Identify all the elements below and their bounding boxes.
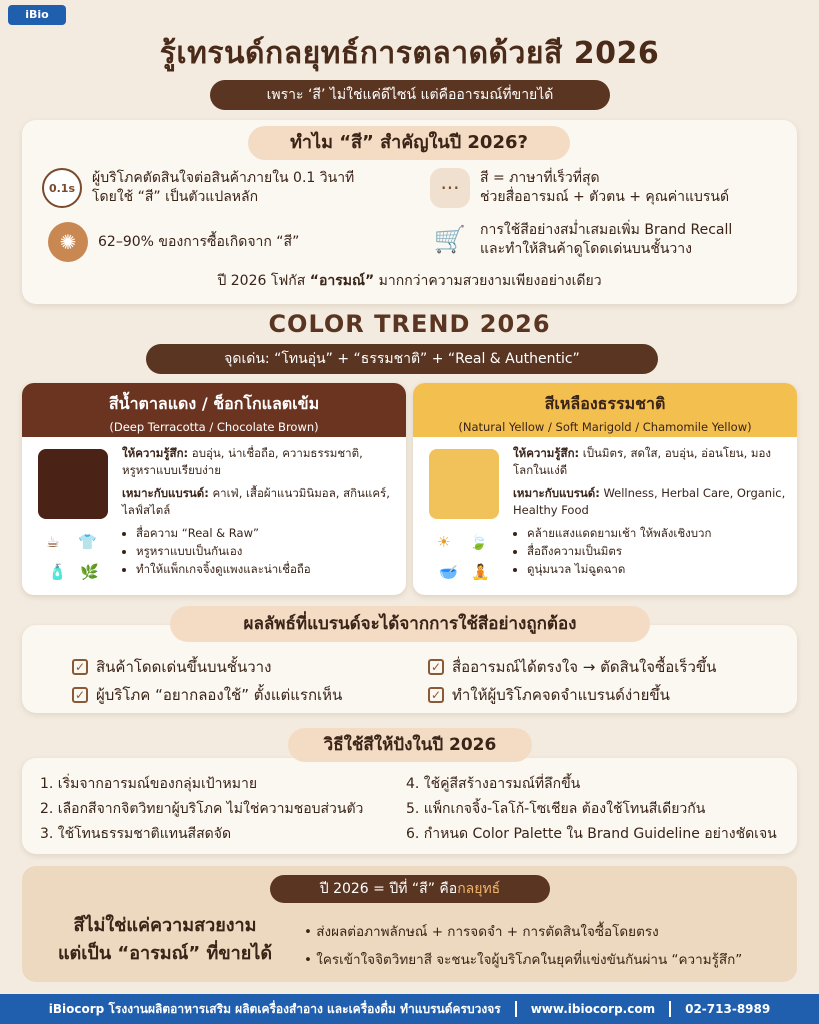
list-item: • ดูนุ่มนวล ไม่ฉูดฉาด [527,561,789,578]
result-item: ✓ สื่ออารมณ์ได้ตรงใจ → ตัดสินใจซื้อเร็วขึ้น [428,655,716,679]
list-item: • ทำให้แพ็กเกจจิ้งดูแพงและน่าเชื่อถือ [136,561,398,578]
color-subname: (Deep Terracotta / Chocolate Brown) [109,420,319,434]
trend-highlight-pill: จุดเด่น: “โทนอุ่น” + “ธรรมชาติ” + “Real & Authentic” [146,344,658,374]
footer-divider [669,1001,671,1017]
howto-step: 2. เลือกสีจากจิตวิทยาผู้บริโภค ไม่ใช่ความชอบส่วนตัว [40,801,364,817]
list-item: • สื่อความ “Real & Raw” [136,525,398,542]
howto-step: 4. ใช้คู่สีสร้างอารมณ์ที่ลึกขึ้น [406,776,581,792]
footer-bar [0,994,819,1024]
leaf-icon: 🍃 [469,533,488,551]
why-text: สี = ภาษาที่เร็วที่สุด ช่วยสื่ออารมณ์ + ตัวตน + คุณค่าแบรนด์ [480,170,730,205]
conclusion-statement: สีไม่ใช่แค่ความสวยงาม แต่เป็น “อารมณ์” ที่ขายได้ [57,915,273,964]
checkbox-icon: ✓ [72,687,88,703]
checkbox-icon: ✓ [428,687,444,703]
pump-bottle-icon: 🧴 [48,563,67,581]
color-swatch [38,449,108,519]
color-card-yellow [413,383,797,595]
chat-bubbles-icon: ··· [430,168,470,208]
why-item-brand-recall [430,220,790,260]
conclusion-bullet: • ใครเข้าใจจิตวิทยาสี จะชนะใจผู้บริโภคในยุคที่แข่งขันกันผ่าน “ความรู้สึก” [304,952,743,968]
plant-icon: 🌿 [80,563,99,581]
howto-heading: วิธีใช้สีให้ปังในปี 2026 [288,728,532,762]
subtitle-pill: เพราะ ‘สี’ ไม่ใช่แค่ดีไซน์ แต่คืออารมณ์ที่ขายได้ [210,80,610,110]
checkbox-icon: ✓ [428,659,444,675]
result-item: ✓ สินค้าโดดเด่นขึ้นบนชั้นวาง [72,655,271,679]
why-heading: ทำไม “สี” สำคัญในปี 2026? [248,126,570,160]
herb-bowl-icon: 🥣 [439,563,458,581]
result-item: ✓ ผู้บริโภค “อยากลองใช้” ตั้งแต่แรกเห็น [72,683,342,707]
why-text: การใช้สีอย่างสม่ำเสมอเพิ่ม Brand Recall และทำให้สินค้าดูโดดเด่นบนชั้นวาง [480,222,733,257]
footer-divider [515,1001,517,1017]
sun-icon: ☀ [437,533,451,551]
result-item: ✓ ทำให้ผู้บริโภคจดจำแบรนด์ง่ายขึ้น [428,683,670,707]
page-title: รู้เทรนด์กลยุทธ์การตลาดด้วยสี 2026 [159,36,660,71]
list-item: • หรูหราแบบเป็นกันเอง [136,543,398,560]
ibio-logo: iBio [8,5,66,25]
why-item-fast-language [430,168,790,208]
footer-website-link[interactable]: www.ibiocorp.com [530,1002,656,1016]
why-text: ผู้บริโภคตัดสินใจต่อสินค้าภายใน 0.1 วินาที โดยใช้ “สี” เป็นตัวแปลหลัก [92,170,355,205]
howto-step: 5. แพ็กเกจจิ้ง-โลโก้-โซเชียล ต้องใช้โทนสีเดียวกัน [406,801,706,817]
why-item-decision-speed [42,168,422,208]
color-card-header [413,383,797,437]
footer-phone[interactable]: 02-713-8989 [685,1002,771,1016]
list-item: • คล้ายแสงแดดยามเช้า ให้พลังเชิงบวก [527,525,789,542]
why-text: 62–90% ของการซื้อเกิดจาก “สี” [98,233,300,250]
coffee-cup-icon: ☕ [46,533,60,551]
why-footer: ปี 2026 โฟกัส “อารมณ์” มากกว่าความสวยงามเพียงอย่างเดียว [217,273,602,289]
color-card-terracotta [22,383,406,595]
shopping-cart-icon: 🛒 [433,224,467,255]
list-item: • สื่อถึงความเป็นมิตร [527,543,789,560]
sweater-icon: 👕 [78,533,97,551]
brain-icon: ✺ [48,222,88,262]
color-description: ให้ความรู้สึก: อบอุ่น, น่าเชื่อถือ, ความธรรมชาติ, หรูหราแบบเรียบง่าย เหมาะกับแบรนด์: คาเฟ่, เสื้อผ้าแนวมินิมอล, สกินแคร์, ไลฟ์สไตล์ • สื่อความ “Real & Raw” • หรูหราแบบเป็นกันเอง • ทำให้แพ็กเกจจิ้งดูแพงและน่าเชื่อถือ [122,445,398,579]
why-item-color-purchase [48,222,408,262]
color-name: สีน้ำตาลแดง / ช็อกโกแลตเข้ม [108,394,320,413]
footer-company: iBiocorp โรงงานผลิตอาหารเสริม ผลิตเครื่องสำอาง และเครื่องดื่ม ทำแบรนด์ครบวงจร [48,1001,501,1016]
howto-step: 3. ใช้โทนธรรมชาติแทนสีสดจัด [40,826,232,842]
checkbox-icon: ✓ [72,659,88,675]
howto-step: 1. เริ่มจากอารมณ์ของกลุ่มเป้าหมาย [40,776,258,792]
color-swatch [429,449,499,519]
trend-title: COLOR TREND 2026 [268,310,551,338]
results-heading: ผลลัพธ์ที่แบรนด์จะได้จากการใช้สีอย่างถูกต้อง [170,606,650,642]
meditation-icon: 🧘 [471,563,490,581]
color-subname: (Natural Yellow / Soft Marigold / Chamomile Yellow) [458,420,752,434]
stopwatch-icon: 0.1s [42,168,82,208]
howto-step: 6. กำหนด Color Palette ใน Brand Guideline อย่างชัดเจน [406,826,777,842]
conclusion-bullet: • ส่งผลต่อภาพลักษณ์ + การจดจำ + การตัดสินใจซื้อโดยตรง [304,924,659,940]
color-card-header [22,383,406,437]
color-description: ให้ความรู้สึก: เป็นมิตร, สดใส, อบอุ่น, อ่อนโยน, มองโลกในแง่ดี เหมาะกับแบรนด์: Wellness, Herbal Care, Organic, Healthy Food • คล้ายแสงแดดยามเช้า ให้พลังเชิงบวก • สื่อถึงความเป็นมิตร • ดูนุ่มนวล ไม่ฉูดฉาด [513,445,789,579]
color-name: สีเหลืองธรรมชาติ [544,394,666,413]
conclusion-pill: ปี 2026 = ปีที่ “สี” คือกลยุทธ์ [270,875,550,903]
